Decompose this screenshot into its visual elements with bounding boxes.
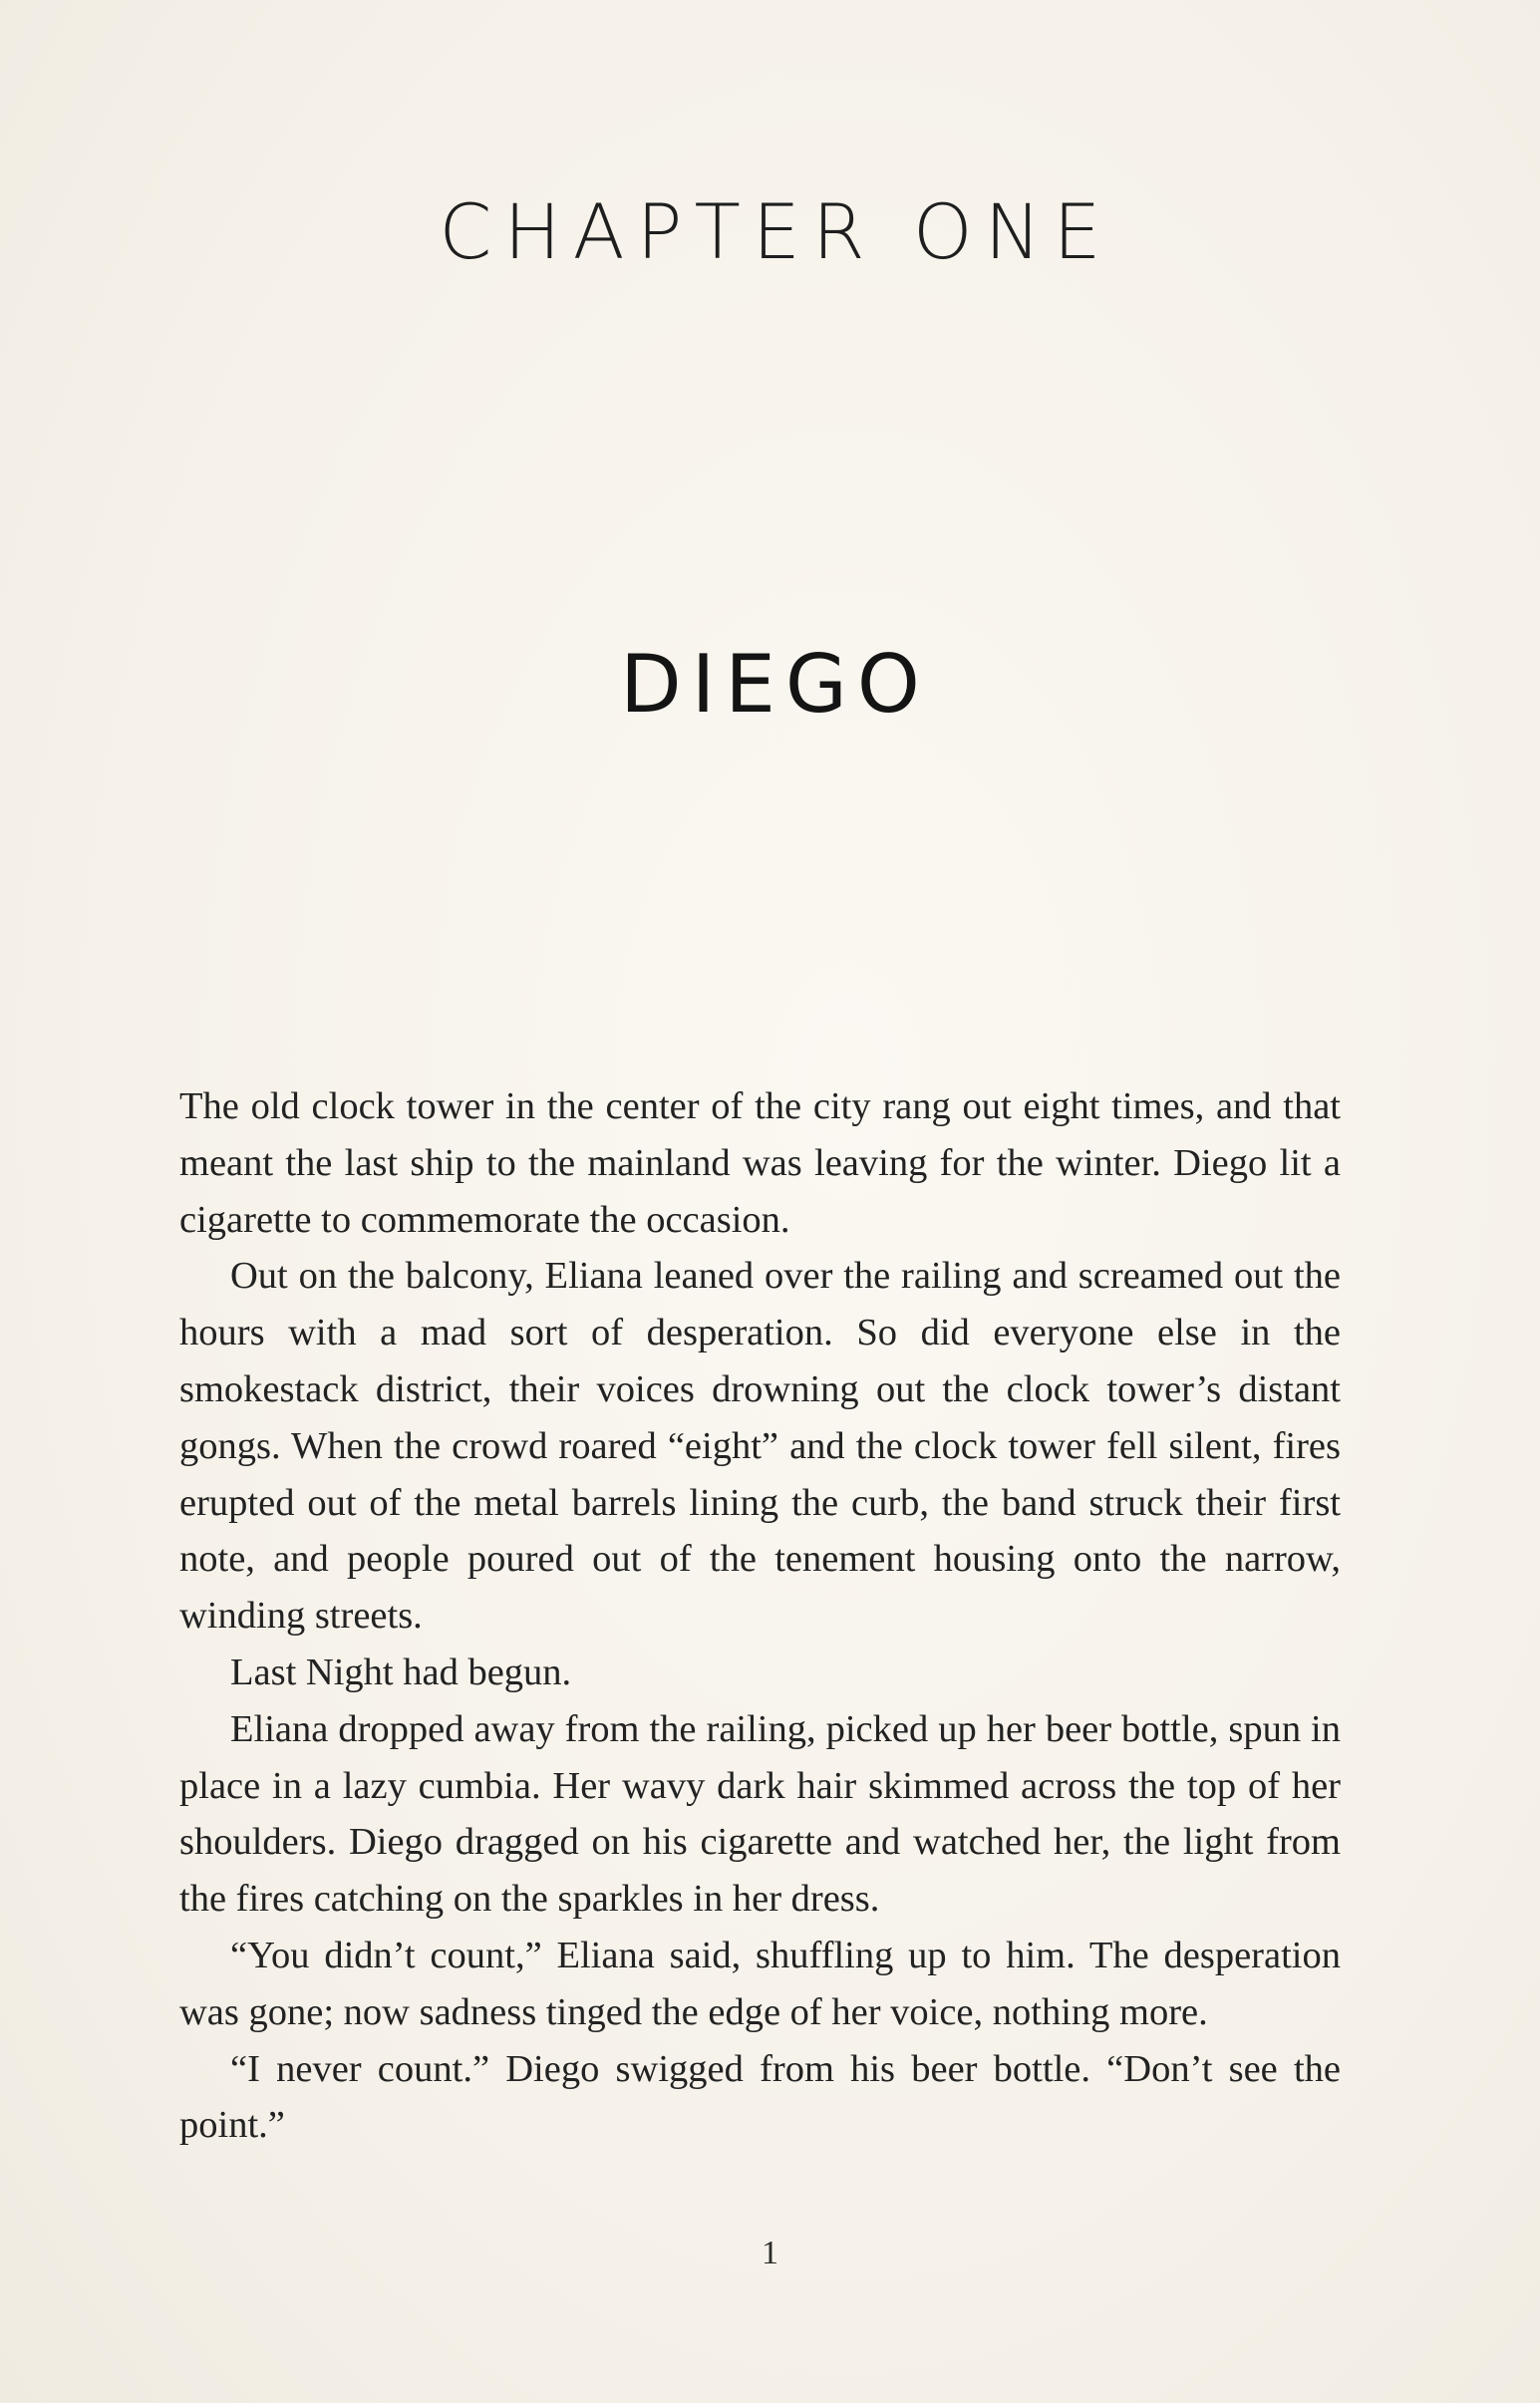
paragraph: The old clock tower in the center of the city rang out eight times, and that meant the last ship to the mainland was leaving for the winter. Diego lit a cigarette to commemorate the occasion. bbox=[179, 1085, 1341, 1241]
chapter-heading: CHAPTER ONE bbox=[439, 187, 1113, 276]
chapter-pov-name: DIEGO bbox=[620, 638, 930, 731]
paragraph: Out on the balcony, Eliana leaned over the railing and screamed out the hours with a mad sort of desperation. So did everyone else in the smokestack district, their voices drowning out the clock tower’s distant gongs. When the crowd roared “eight” and the clock tower fell silent, fires erupted out of the metal barrels lining the curb, the band struck their first note, and people poured out of the tenement housing onto the narrow, winding streets. bbox=[179, 1255, 1341, 1638]
body-text bbox=[179, 1078, 1341, 2154]
paragraph: “You didn’t count,” Eliana said, shuffling up to him. The desperation was gone; now sadness tinged the edge of her voice, nothing more. bbox=[179, 1934, 1341, 2033]
paragraph: Last Night had begun. bbox=[230, 1651, 572, 1693]
paragraph: Eliana dropped away from the railing, picked up her beer bottle, spun in place in a lazy cumbia. Her wavy dark hair skimmed across the top of her shoulders. Diego dragged on his cigarette and watched her, the light from the fires catching on the sparkles in her dress. bbox=[179, 1707, 1341, 1921]
page-number: 1 bbox=[762, 2235, 778, 2271]
paragraph: “I never count.” Diego swigged from his beer bottle. “Don’t see the point.” bbox=[179, 2047, 1341, 2147]
